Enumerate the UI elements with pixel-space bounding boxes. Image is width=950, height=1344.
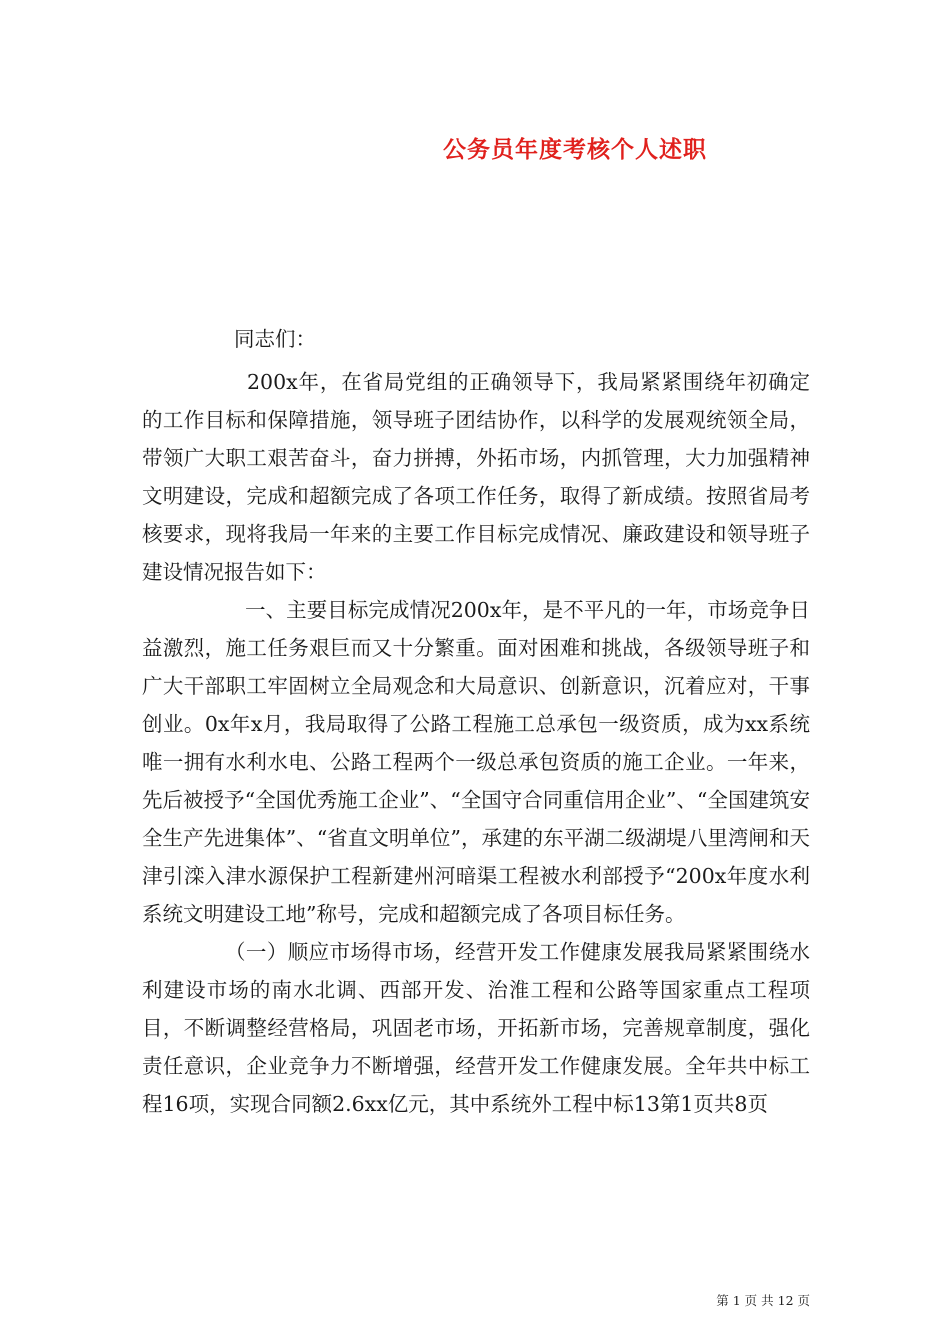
- page-number: 第 1 页 共 12 页: [716, 1293, 810, 1308]
- paragraph-intro: 200x年，在省局党组的正确领导下，我局紧紧围绕年初确定的工作目标和保障措施，领导班子团结协作，以科学的发展观统领全局，带领广大职工艰苦奋斗，奋力拼搏，外拓市场，内抓管理，大力加强精神文明建设，完成和超额完成了各项工作任务，取得了新成绩。按照省局考核要求，现将我局一年来的主要工作目标完成情况、廉政建设和领导班子建设情况报告如下：: [142, 370, 810, 584]
- document-body: [142, 320, 810, 1123]
- paragraph-subsection-1: （一）顺应市场得市场，经营开发工作健康发展我局紧紧围绕水利建设市场的南水北调、西部开发、治淮工程和公路等国家重点工程项目，不断调整经营格局，巩固老市场，开拓新市场，完善规章制度，强化责任意识，企业竞争力不断增强，经营开发工作健康发展。全年共中标工程16项，实现合同额2.6xx亿元，其中系统外工程中标13第1页共8页: [142, 940, 810, 1116]
- paragraph-section-1: 一、主要目标完成情况200x年，是不平凡的一年，市场竞争日益激烈，施工任务艰巨而又十分繁重。面对困难和挑战，各级领导班子和广大干部职工牢固树立全局观念和大局意识、创新意识，沉着应对，干事创业。0x年x月，我局取得了公路工程施工总承包一级资质，成为xx系统唯一拥有水利水电、公路工程两个一级总承包资质的施工企业。一年来，先后被授予“全国优秀施工企业”、“全国守合同重信用企业”、“全国建筑安全生产先进集体”、“省直文明单位”，承建的东平湖二级湖堤八里湾闸和天津引滦入津水源保护工程新建州河暗渠工程被水利部授予“200x年度水利系统文明建设工地”称号，完成和超额完成了各项目标任务。: [142, 598, 810, 926]
- document-title: 公务员年度考核个人述职: [443, 136, 707, 163]
- salutation: 同志们：: [234, 327, 316, 351]
